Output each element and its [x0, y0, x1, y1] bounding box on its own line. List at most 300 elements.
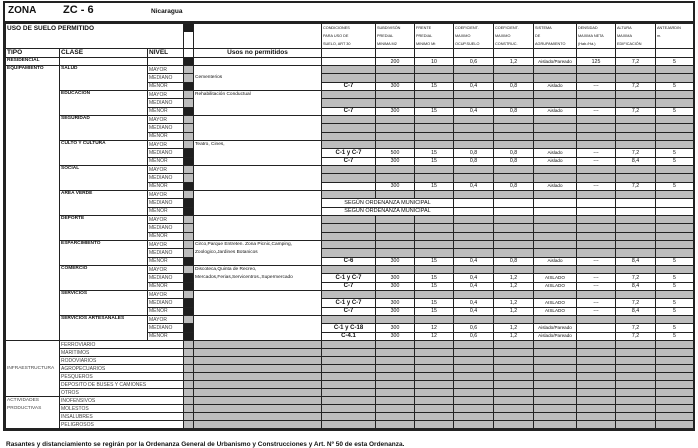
empty-cell: [376, 241, 415, 249]
indicator-cell: [184, 141, 194, 149]
empty-cell: [415, 316, 454, 324]
empty-cell: [656, 166, 694, 174]
condiciones-value: C-6: [322, 257, 376, 265]
indicator-cell: [184, 389, 194, 397]
table-row: [6, 341, 694, 349]
condiciones-value: C-1 y C-7: [322, 149, 376, 157]
densidad-value: ---: [577, 182, 616, 190]
empty-cell: [415, 249, 454, 257]
empty-cell: [415, 373, 454, 381]
tipo-line: PRODUCTIVAS: [7, 406, 42, 411]
empty-cell: [534, 91, 577, 99]
empty-cell: [534, 232, 577, 240]
blank-cell: [616, 199, 656, 207]
empty-cell: [415, 291, 454, 299]
empty-cell: [322, 357, 376, 365]
indicator-cell: [184, 74, 194, 82]
table-row: [6, 49, 694, 58]
sistema-agrupamiento-value: Aislado: [534, 257, 577, 265]
indicator-cell: [184, 58, 194, 66]
empty-cell: [577, 357, 616, 365]
empty-cell: [656, 249, 694, 257]
clase-label: SERVICIOS: [60, 291, 148, 316]
empty-cell: [376, 291, 415, 299]
coef-construccion-value: 1,2: [494, 58, 534, 66]
empty-cell: [454, 141, 494, 149]
indicator-cell: [184, 332, 194, 340]
infraestructura-item: DEPOSITO DE BUSES Y CAMIONES: [60, 381, 184, 389]
coef-ocupacion-value: 0,4: [454, 274, 494, 282]
empty-cell: [376, 141, 415, 149]
empty-cell: [534, 405, 577, 413]
tipo-infraestructura: INFRAESTRUCTURA: [6, 341, 60, 397]
sistema-agrupamiento-value: Aislado: [534, 182, 577, 190]
empty-cell: [616, 357, 656, 365]
coef-ocupacion-value: 0,4: [454, 107, 494, 115]
empty-cell: [322, 365, 376, 373]
empty-cell: [415, 421, 454, 429]
table-row: [6, 421, 694, 429]
subdivision-value: 300: [376, 274, 415, 282]
indicator-cell: [184, 381, 194, 389]
column-header: [656, 24, 694, 49]
empty-cell: [494, 216, 534, 224]
altura-value: 7,2: [616, 107, 656, 115]
usos-no-permitidos-text: [195, 199, 320, 207]
column-header-line: COEFICIENT.: [495, 26, 519, 30]
usos-no-permitidos-text: [195, 307, 320, 315]
frente-value: 15: [415, 274, 454, 282]
empty-cell: [577, 232, 616, 240]
indicator-cell: [184, 373, 194, 381]
infraestructura-item: AGROPECUARIOS: [60, 365, 184, 373]
densidad-value: ---: [577, 149, 616, 157]
empty-cell: [616, 249, 656, 257]
table-row: [6, 365, 694, 373]
usos-no-permitidos-cell: [194, 141, 322, 166]
empty-cell: [656, 266, 694, 274]
usos-cell: [194, 389, 322, 397]
empty-cell: [454, 66, 494, 74]
frente-value: 15: [415, 307, 454, 315]
nivel-label: MAYOR: [148, 216, 184, 224]
nivel-label: MEDIANO: [148, 199, 184, 207]
table-row: [6, 389, 694, 397]
empty-cell: [494, 74, 534, 82]
empty-cell: [415, 132, 454, 140]
table-row: [6, 413, 694, 421]
usos-no-permitidos-text: [195, 124, 320, 132]
nivel-label: MAYOR: [148, 116, 184, 124]
column-header-line: [657, 40, 692, 48]
empty-cell: [322, 405, 376, 413]
zone-header: [5, 3, 693, 23]
indicator-cell: [184, 99, 194, 107]
table-row: [6, 381, 694, 389]
usos-cell: [194, 413, 322, 421]
empty-cell: [616, 373, 656, 381]
empty-cell: [656, 291, 694, 299]
empty-cell: [454, 357, 494, 365]
nivel-label: MENOR: [148, 232, 184, 240]
ordenanza-municipal-note: SEGÚN ORDENANZA MUNICIPAL: [322, 199, 454, 207]
empty-cell: [656, 373, 694, 381]
empty-cell: [577, 381, 616, 389]
empty-cell: [577, 397, 616, 405]
usos-no-permitidos-text: Circo,Parque Entreten. Zona Picnic,Camping,: [195, 242, 293, 247]
table-row: [6, 66, 694, 74]
sistema-agrupamiento-value: AISLADO: [534, 299, 577, 307]
empty-cell: [494, 249, 534, 257]
empty-cell: [494, 224, 534, 232]
empty-cell: [454, 174, 494, 182]
zona-label: ZONA: [8, 5, 37, 16]
empty-cell: [656, 74, 694, 82]
infraestructura-item: MARITIMOS: [60, 349, 184, 357]
frente-value: 15: [415, 82, 454, 90]
empty-cell: [616, 397, 656, 405]
nivel-label: MEDIANO: [148, 124, 184, 132]
usos-cell: [194, 357, 322, 365]
blank-cell: [656, 199, 694, 207]
column-header-line: ANTEJARDIN: [657, 26, 681, 30]
subdivision-value: 300: [376, 257, 415, 265]
empty-cell: [454, 316, 494, 324]
nivel-label: MENOR: [148, 332, 184, 340]
table-row: [6, 373, 694, 381]
nivel-label: MENOR: [148, 207, 184, 215]
column-header-line: DE: [535, 34, 541, 38]
coef-ocupacion-value: 0,4: [454, 257, 494, 265]
empty-cell: [322, 132, 376, 140]
clase-cell: [60, 58, 148, 66]
tipo-equipamiento: EQUIPAMIENTO: [6, 66, 60, 341]
empty-cell: [616, 365, 656, 373]
empty-cell: [376, 373, 415, 381]
usos-cell: [194, 405, 322, 413]
table-row: [6, 24, 694, 49]
tipo-line: ACTIVIDADES: [7, 398, 39, 403]
empty-cell: [415, 116, 454, 124]
usos-no-permitidos-text: Teatro, Cines,: [195, 142, 225, 147]
empty-cell: [494, 141, 534, 149]
column-header-line: m.: [657, 34, 662, 38]
usos-no-permitidos-cell: [194, 116, 322, 141]
empty-cell: [454, 266, 494, 274]
nivel-label: MENOR: [148, 82, 184, 90]
subdivision-value: 300: [376, 307, 415, 315]
antejardin-value: 5: [656, 257, 694, 265]
empty-cell: [616, 91, 656, 99]
indicator-cell: [184, 232, 194, 240]
blank-cell: [577, 199, 616, 207]
clase-label: SEGURIDAD: [60, 116, 148, 141]
empty-cell: [656, 241, 694, 249]
altura-value: 7,2: [616, 324, 656, 332]
empty-cell: [656, 389, 694, 397]
indicator-cell: [184, 216, 194, 224]
coef-ocupacion-value: 0,4: [454, 299, 494, 307]
empty-cell: [616, 224, 656, 232]
empty-cell: [454, 341, 494, 349]
usos-no-permitidos-text: [195, 316, 320, 324]
antejardin-value: 5: [656, 324, 694, 332]
empty-cell: [656, 132, 694, 140]
empty-cell: [322, 232, 376, 240]
uso-permitido-heading: USO DE SUELO PERMITIDO: [6, 24, 184, 49]
empty-cell: [616, 66, 656, 74]
empty-cell: [376, 389, 415, 397]
coef-construccion-value: 0,8: [494, 107, 534, 115]
antejardin-value: 5: [656, 299, 694, 307]
empty-cell: [454, 91, 494, 99]
empty-cell: [454, 349, 494, 357]
empty-cell: [376, 381, 415, 389]
nivel-label: MEDIANO: [148, 224, 184, 232]
empty-cell: [494, 421, 534, 429]
clase-label: CULTO Y CULTURA: [60, 141, 148, 166]
usos-cell: [194, 373, 322, 381]
table-row: [6, 405, 694, 413]
empty-cell: [322, 224, 376, 232]
empty-cell: [577, 99, 616, 107]
nivel-label: MENOR: [148, 157, 184, 165]
usos-no-permitidos-text: [195, 224, 320, 232]
indicator-cell: [184, 405, 194, 413]
column-header-line: COEFICIENT.: [455, 26, 479, 30]
empty-cell: [577, 413, 616, 421]
empty-cell: [534, 341, 577, 349]
indicator-cell: [184, 91, 194, 99]
usos-cell: [194, 341, 322, 349]
column-header: [494, 24, 534, 49]
condiciones-value: C-7: [322, 157, 376, 165]
empty-cell: [322, 373, 376, 381]
usos-no-permitidos-cell: [194, 291, 322, 316]
empty-cell: [616, 232, 656, 240]
empty-cell: [322, 249, 376, 257]
empty-cell: [577, 365, 616, 373]
usos-no-permitidos-text: [195, 82, 320, 90]
clase-label: SALUD: [60, 66, 148, 91]
empty-cell: [415, 405, 454, 413]
empty-cell: [494, 316, 534, 324]
indicator-cell: [184, 341, 194, 349]
usos-no-permitidos-text: [195, 232, 320, 240]
usos-no-permitidos-cell: [194, 241, 322, 266]
empty-cell: [376, 357, 415, 365]
densidad-value: ---: [577, 282, 616, 290]
empty-cell: [616, 124, 656, 132]
usos-cell: [194, 397, 322, 405]
empty-cell: [494, 373, 534, 381]
altura-value: 7,2: [616, 82, 656, 90]
empty-cell: [534, 291, 577, 299]
sistema-agrupamiento-value: Aislado: [534, 107, 577, 115]
empty-cell: [616, 349, 656, 357]
altura-value: 7,2: [616, 149, 656, 157]
empty-cell: [454, 116, 494, 124]
usos-no-permitidos-text: Mercados,Ferias,Servicentros.,Supermercado: [195, 275, 293, 280]
sistema-agrupamiento-value: Aislado: [534, 82, 577, 90]
nivel-label: MEDIANO: [148, 174, 184, 182]
usos-no-permitidos-text: [195, 157, 320, 165]
usos-no-permitidos-text: [195, 191, 320, 199]
empty-cell: [494, 232, 534, 240]
empty-cell: [415, 413, 454, 421]
empty-cell: [454, 74, 494, 82]
nivel-label: MEDIANO: [148, 249, 184, 257]
empty-cell: [415, 99, 454, 107]
empty-cell: [534, 413, 577, 421]
clase-label: DEPORTE: [60, 216, 148, 241]
empty-cell: [376, 266, 415, 274]
indicator-cell: [184, 324, 194, 332]
antejardin-value: 5: [656, 282, 694, 290]
nivel-label: MEDIANO: [148, 299, 184, 307]
empty-cell: [616, 174, 656, 182]
nivel-label: MEDIANO: [148, 274, 184, 282]
empty-cell: [322, 191, 376, 199]
table-row: [6, 141, 694, 149]
empty-cell: [656, 413, 694, 421]
empty-cell: [577, 191, 616, 199]
empty-cell: [656, 174, 694, 182]
empty-cell: [322, 341, 376, 349]
densidad-value: ---: [577, 274, 616, 282]
usos-no-permitidos-text: [195, 66, 320, 74]
blank-cell: [415, 49, 454, 58]
empty-cell: [656, 124, 694, 132]
table-row: [6, 241, 694, 249]
frente-value: 15: [415, 282, 454, 290]
empty-cell: [322, 141, 376, 149]
subdivision-value: 300: [376, 282, 415, 290]
empty-cell: [376, 341, 415, 349]
blank-cell: [322, 49, 376, 58]
empty-cell: [322, 389, 376, 397]
empty-cell: [656, 349, 694, 357]
empty-cell: [616, 191, 656, 199]
blank-cell: [534, 207, 577, 215]
subdivision-value: 300: [376, 182, 415, 190]
empty-cell: [322, 91, 376, 99]
ordenanza-municipal-note: SEGÚN ORDENANZA MUNICIPAL: [322, 207, 454, 215]
empty-cell: [376, 166, 415, 174]
empty-cell: [534, 141, 577, 149]
column-header-line: SUBDIVISÓN: [377, 26, 401, 30]
column-header: [415, 24, 454, 49]
footer-note: Rasantes y distanciamiento se regirán por la Ordenanza General de Urbanismo y Construcciones y Art. Nº 50 de esta Ordenanza.: [6, 441, 405, 448]
empty-cell: [656, 316, 694, 324]
actividad-item: PELIGROSOS: [60, 421, 184, 429]
subdivision-value: 200: [376, 58, 415, 66]
table-row: [6, 349, 694, 357]
empty-cell: [616, 99, 656, 107]
coef-construccion-value: 1,2: [494, 274, 534, 282]
empty-cell: [415, 397, 454, 405]
indicator-cell: [184, 299, 194, 307]
empty-cell: [376, 124, 415, 132]
nivel-label: MENOR: [148, 282, 184, 290]
densidad-value: ---: [577, 107, 616, 115]
empty-cell: [454, 132, 494, 140]
condiciones-value: C-7: [322, 82, 376, 90]
frente-value: 15: [415, 107, 454, 115]
subdivision-value: 300: [376, 107, 415, 115]
column-header-line: ALTURA: [617, 26, 632, 30]
empty-cell: [494, 357, 534, 365]
usos-cell: [194, 349, 322, 357]
empty-cell: [534, 349, 577, 357]
empty-cell: [415, 266, 454, 274]
coef-construccion-value: 1,2: [494, 307, 534, 315]
empty-cell: [454, 166, 494, 174]
usos-no-permitidos-text: [195, 99, 320, 107]
empty-cell: [494, 397, 534, 405]
indicator-cell: [184, 149, 194, 157]
subdivision-value: 500: [376, 149, 415, 157]
condiciones-value: C-1 y C-7: [322, 299, 376, 307]
empty-cell: [577, 316, 616, 324]
indicator-cell: [184, 82, 194, 90]
empty-cell: [656, 66, 694, 74]
column-header-line: FRENTE: [416, 26, 432, 30]
densidad-value: ---: [577, 307, 616, 315]
empty-cell: [454, 191, 494, 199]
usos-no-permitidos-text: Discoteca,Quinta de Recreo,: [195, 267, 257, 272]
altura-value: 7,2: [616, 58, 656, 66]
empty-cell: [454, 413, 494, 421]
empty-cell: [616, 141, 656, 149]
empty-cell: [616, 413, 656, 421]
empty-cell: [376, 397, 415, 405]
empty-cell: [656, 405, 694, 413]
column-header-line: CONSTRUC.: [495, 42, 518, 46]
empty-cell: [534, 373, 577, 381]
indicator-cell: [184, 266, 194, 274]
frente-value: 15: [415, 149, 454, 157]
column-header-line: (Hab./Há.): [578, 42, 596, 46]
empty-cell: [454, 224, 494, 232]
blank-cell: [534, 49, 577, 58]
subdivision-value: 300: [376, 157, 415, 165]
nivel-label: MEDIANO: [148, 99, 184, 107]
indicator-cell: [184, 349, 194, 357]
empty-cell: [494, 413, 534, 421]
coef-construccion-value: 0,8: [494, 182, 534, 190]
empty-cell: [534, 116, 577, 124]
infraestructura-item: OTROS: [60, 389, 184, 397]
clase-label: SERVICIOS ARTESANALES: [60, 316, 148, 341]
antejardin-value: 5: [656, 332, 694, 340]
empty-cell: [534, 266, 577, 274]
empty-cell: [322, 266, 376, 274]
empty-cell: [534, 74, 577, 82]
condiciones-value: C-1 y C-18: [322, 324, 376, 332]
empty-cell: [415, 341, 454, 349]
empty-cell: [376, 421, 415, 429]
empty-cell: [494, 66, 534, 74]
column-header: [534, 24, 577, 49]
indicator-cell: [184, 397, 194, 405]
antejardin-value: 5: [656, 157, 694, 165]
usos-header-blank: [194, 24, 322, 49]
empty-cell: [376, 74, 415, 82]
sistema-agrupamiento-value: Aislado: [534, 149, 577, 157]
coef-ocupacion-value: 0,6: [454, 58, 494, 66]
empty-cell: [415, 66, 454, 74]
